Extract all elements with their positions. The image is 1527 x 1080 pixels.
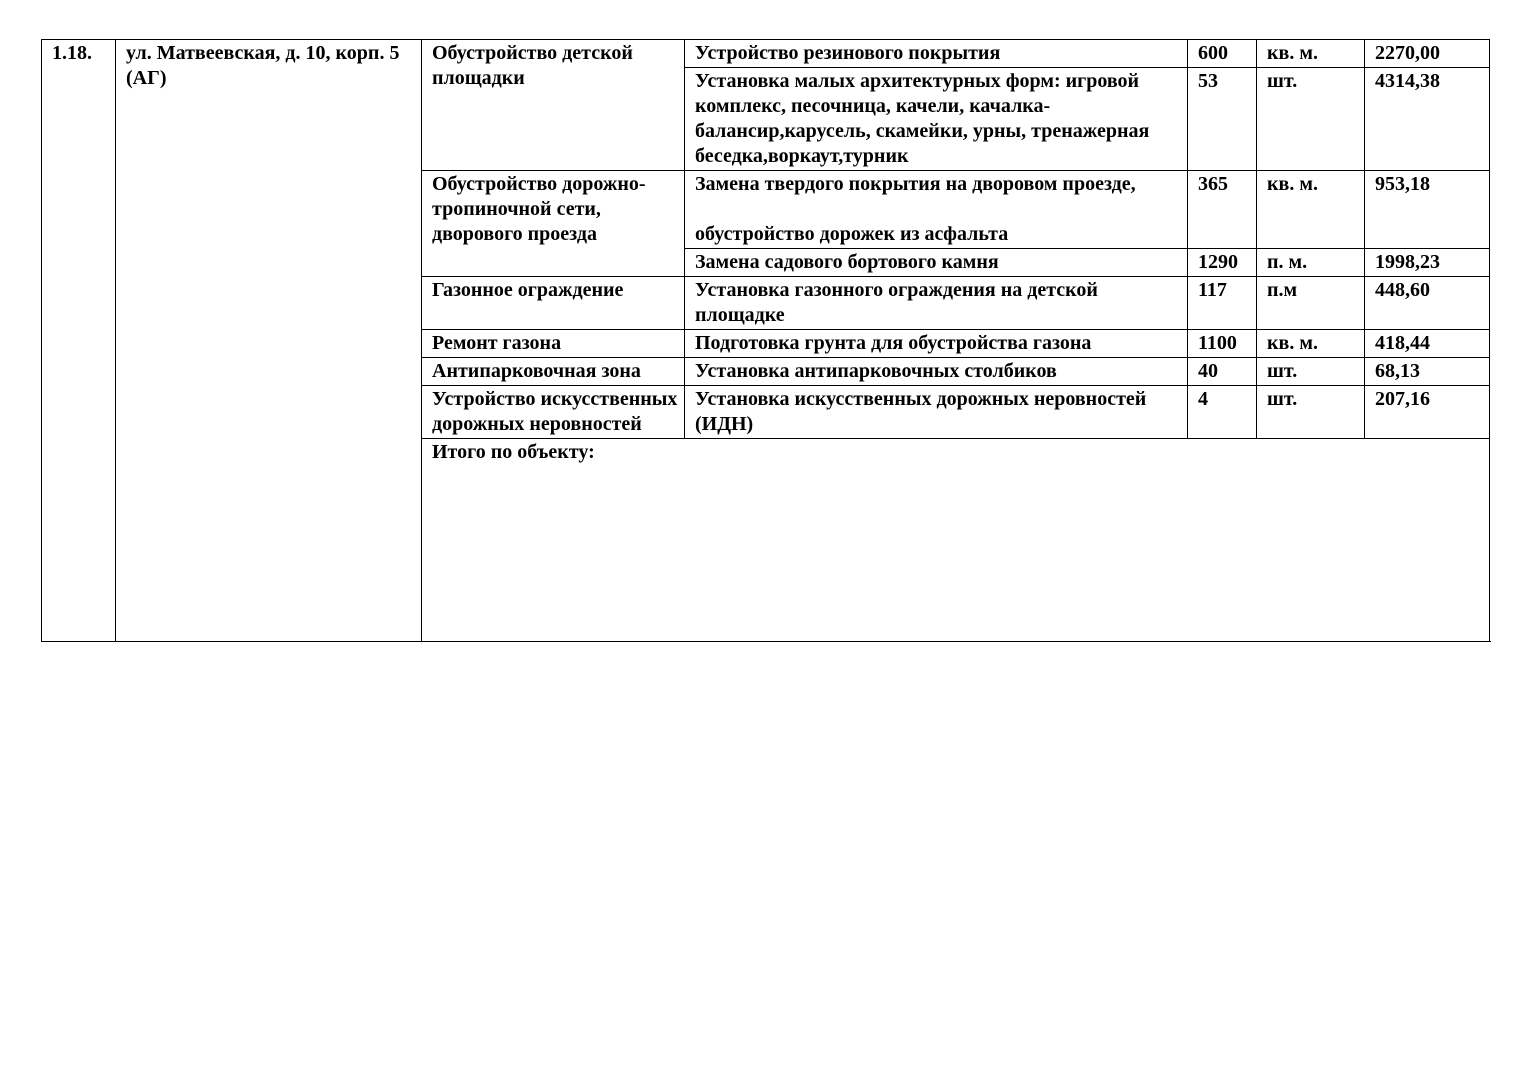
work-quantity: 53 bbox=[1188, 68, 1257, 171]
work-description: Устройство резинового покрытия bbox=[685, 40, 1188, 68]
table-row bbox=[42, 40, 1490, 68]
work-unit: кв. м. bbox=[1257, 171, 1365, 249]
work-unit: кв. м. bbox=[1257, 330, 1365, 358]
object-number: 1.18. bbox=[42, 40, 116, 642]
work-category: Ремонт газона bbox=[422, 330, 685, 358]
work-quantity: 1100 bbox=[1188, 330, 1257, 358]
work-description bbox=[685, 171, 1188, 249]
work-description-line: обустройство дорожек из асфальта bbox=[695, 223, 1009, 245]
work-cost: 68,13 bbox=[1365, 358, 1490, 386]
work-category: Антипарковочная зона bbox=[422, 358, 685, 386]
work-description: Установка газонного ограждения на детской площадке bbox=[685, 277, 1188, 330]
works-table bbox=[41, 39, 1490, 642]
work-category: Устройство искусственных дорожных неровностей bbox=[422, 386, 685, 439]
work-description: Замена садового бортового камня bbox=[685, 249, 1188, 277]
work-category: Газонное ограждение bbox=[422, 277, 685, 330]
work-unit: шт. bbox=[1257, 68, 1365, 171]
work-cost: 1998,23 bbox=[1365, 249, 1490, 277]
work-description-line: Замена твердого покрытия на дворовом проезде, bbox=[695, 173, 1136, 195]
work-quantity: 40 bbox=[1188, 358, 1257, 386]
work-cost: 953,18 bbox=[1365, 171, 1490, 249]
object-address: ул. Матвеевская, д. 10, корп. 5 (АГ) bbox=[116, 40, 422, 642]
work-description: Подготовка грунта для обустройства газона bbox=[685, 330, 1188, 358]
work-description: Установка малых архитектурных форм: игровой комплекс, песочница, качели, качалка-балансир,карусель, скамейки, урны, тренажерная беседка,воркаут,турник bbox=[685, 68, 1188, 171]
work-category: Обустройство детской площадки bbox=[422, 40, 685, 171]
work-unit: шт. bbox=[1257, 386, 1365, 439]
work-unit: п.м bbox=[1257, 277, 1365, 330]
work-unit: шт. bbox=[1257, 358, 1365, 386]
work-quantity: 1290 bbox=[1188, 249, 1257, 277]
work-description: Установка искусственных дорожных неровностей (ИДН) bbox=[685, 386, 1188, 439]
work-quantity: 4 bbox=[1188, 386, 1257, 439]
work-quantity: 117 bbox=[1188, 277, 1257, 330]
work-cost: 207,16 bbox=[1365, 386, 1490, 439]
work-description: Установка антипарковочных столбиков bbox=[685, 358, 1188, 386]
work-cost: 448,60 bbox=[1365, 277, 1490, 330]
work-cost: 4314,38 bbox=[1365, 68, 1490, 171]
total-label: Итого по объекту: bbox=[422, 439, 1490, 642]
work-quantity: 600 bbox=[1188, 40, 1257, 68]
work-unit: п. м. bbox=[1257, 249, 1365, 277]
work-unit: кв. м. bbox=[1257, 40, 1365, 68]
work-quantity: 365 bbox=[1188, 171, 1257, 249]
work-cost: 2270,00 bbox=[1365, 40, 1490, 68]
work-cost: 418,44 bbox=[1365, 330, 1490, 358]
work-category: Обустройство дорожно-тропиночной сети, дворового проезда bbox=[422, 171, 685, 277]
